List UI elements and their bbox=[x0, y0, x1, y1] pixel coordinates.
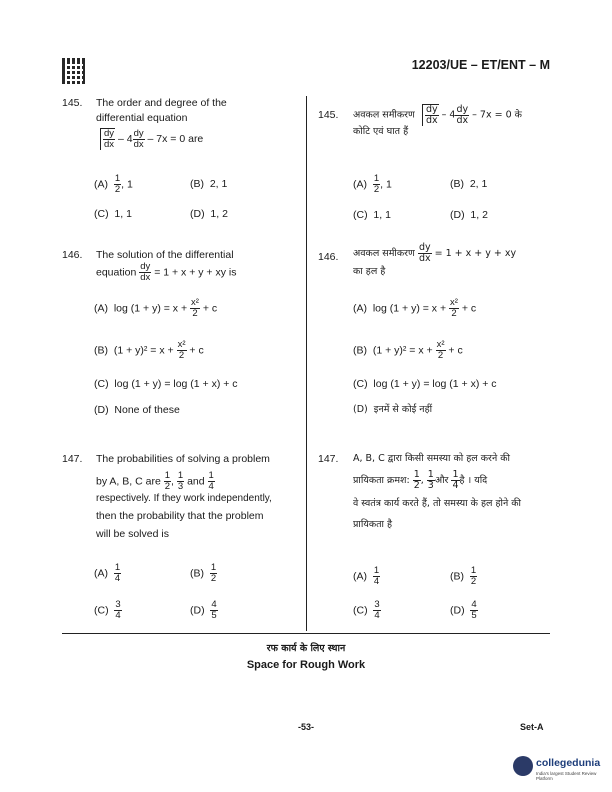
q146-option-d-hi: (D) इनमें से कोई नहीं bbox=[353, 404, 433, 415]
q147-option-a: (A) $\frac{1}{4}$ bbox=[94, 562, 121, 584]
q147-option-b-hi: (B) $\frac{1}{2}$ bbox=[450, 565, 477, 587]
q147-line4-hi: प्रायिकता है bbox=[353, 519, 393, 530]
q146-line2-hi: का हल है bbox=[353, 266, 386, 277]
q147-option-d: (D) $\frac{4}{5}$ bbox=[190, 599, 217, 621]
q145-option-a-hi: (A) $\frac{1}{2}$ , 1 bbox=[353, 173, 392, 195]
paper-code: 12203/UE – ET/ENT – M bbox=[411, 58, 550, 72]
collegedunia-logo: collegedunia India's largest Student Review Platform bbox=[513, 754, 605, 784]
column-divider bbox=[306, 96, 307, 631]
qr-code bbox=[62, 58, 86, 84]
q147-line3: respectively. If they work independently, bbox=[96, 493, 272, 504]
q145-question-hi: अवकल समीकरण $\frac{dy}{dx}$ – 4 $\frac{dy}{dx}$ – 7x = 0 के bbox=[353, 103, 522, 126]
q145-eq-tail: – 7x = 0 are bbox=[147, 132, 204, 145]
q145-option-b-hi: (B) 2, 1 bbox=[450, 178, 488, 190]
q147-option-c: (C) $\frac{3}{4}$ bbox=[94, 599, 121, 621]
q146-option-b: (B) (1 + y)² = x + $\frac{\text{x²}}{2}$ + c bbox=[94, 339, 204, 361]
rough-work-hi: रफ कार्य के लिए स्थान bbox=[266, 643, 346, 654]
q147-line2-hi: प्रायिकता क्रमश: $\frac{1}{2}$ , $\frac{1}{3}$ और $\frac{1}{4}$ है । यदि bbox=[353, 469, 488, 491]
q147-option-d-hi: (D) $\frac{4}{5}$ bbox=[450, 599, 477, 621]
q147-line3-hi: वे स्वतंत्र कार्य करते हैं, तो समस्या के हल होने की bbox=[353, 498, 522, 509]
q145-number-hi: 145. bbox=[318, 109, 339, 121]
q145-option-d: (D) 1, 2 bbox=[190, 208, 228, 220]
q146-line2: equation $\frac{dy}{dx}$ = 1 + x + y + xy is bbox=[96, 261, 237, 283]
q145-option-a: (A) $\frac{1}{2}$ , 1 bbox=[94, 173, 133, 195]
q145-question-en bbox=[96, 96, 296, 126]
q147-option-b: (B) $\frac{1}{2}$ bbox=[190, 562, 217, 584]
q145-option-b: (B) 2, 1 bbox=[190, 178, 228, 190]
q146-option-c-hi: (C) log (1 + y) = log (1 + x) + c bbox=[353, 378, 497, 390]
rough-work-en: Space for Rough Work bbox=[246, 659, 366, 671]
q146-line1: The solution of the differential bbox=[96, 249, 234, 261]
q146-option-a: (A) log (1 + y) = x + $\frac{\text{x²}}{2}$ + c bbox=[94, 297, 218, 319]
q146-option-d: (D) None of these bbox=[94, 404, 180, 416]
q147-option-a-hi: (A) $\frac{1}{4}$ bbox=[353, 565, 380, 587]
q145-number: 145. bbox=[62, 97, 83, 109]
q146-question-hi: अवकल समीकरण $\frac{dy}{dx}$ = 1 + x + y + xy bbox=[353, 242, 517, 264]
q147-line1-hi: A, B, C द्वारा किसी समस्या को हल करने की bbox=[353, 453, 510, 464]
q145-option-c-hi: (C) 1, 1 bbox=[353, 209, 391, 221]
q146-option-c: (C) log (1 + y) = log (1 + x) + c bbox=[94, 378, 238, 390]
q145-line2: differential equation bbox=[96, 112, 188, 124]
q145-option-c: (C) 1, 1 bbox=[94, 208, 132, 220]
q146-option-a-hi: (A) log (1 + y) = x + $\frac{\text{x²}}{2}$ + c bbox=[353, 297, 477, 319]
logo-mascot-icon bbox=[513, 756, 533, 776]
q147-line1: The probabilities of solving a problem bbox=[96, 453, 270, 465]
q147-number: 147. bbox=[62, 453, 83, 465]
q147-line2: by A, B, C are $\frac{1}{2}$ , $\frac{1}{3}$ and $\frac{1}{4}$ bbox=[96, 470, 214, 492]
q147-line5: will be solved is bbox=[96, 528, 169, 540]
q145-equation-en: $\frac{dy}{dx}$ – 4 $\frac{dy}{dx}$ – 7x = 0 are bbox=[96, 128, 203, 150]
q146-option-b-hi: (B) (1 + y)² = x + $\frac{\text{x²}}{2}$ + c bbox=[353, 339, 463, 361]
q145-line1: The order and degree of the bbox=[96, 97, 227, 109]
q147-option-c-hi: (C) $\frac{3}{4}$ bbox=[353, 599, 380, 621]
q145-option-d-hi: (D) 1, 2 bbox=[450, 209, 488, 221]
q145-line2-hi: कोटि एवं घात हैं bbox=[353, 126, 409, 137]
q146-number-hi: 146. bbox=[318, 251, 339, 263]
q147-line4: then the probability that the problem bbox=[96, 510, 264, 522]
page-number: -53- bbox=[298, 722, 315, 732]
set-label: Set-A bbox=[520, 722, 544, 732]
rough-work-divider bbox=[62, 633, 550, 634]
q146-number: 146. bbox=[62, 249, 83, 261]
q147-number-hi: 147. bbox=[318, 453, 339, 465]
